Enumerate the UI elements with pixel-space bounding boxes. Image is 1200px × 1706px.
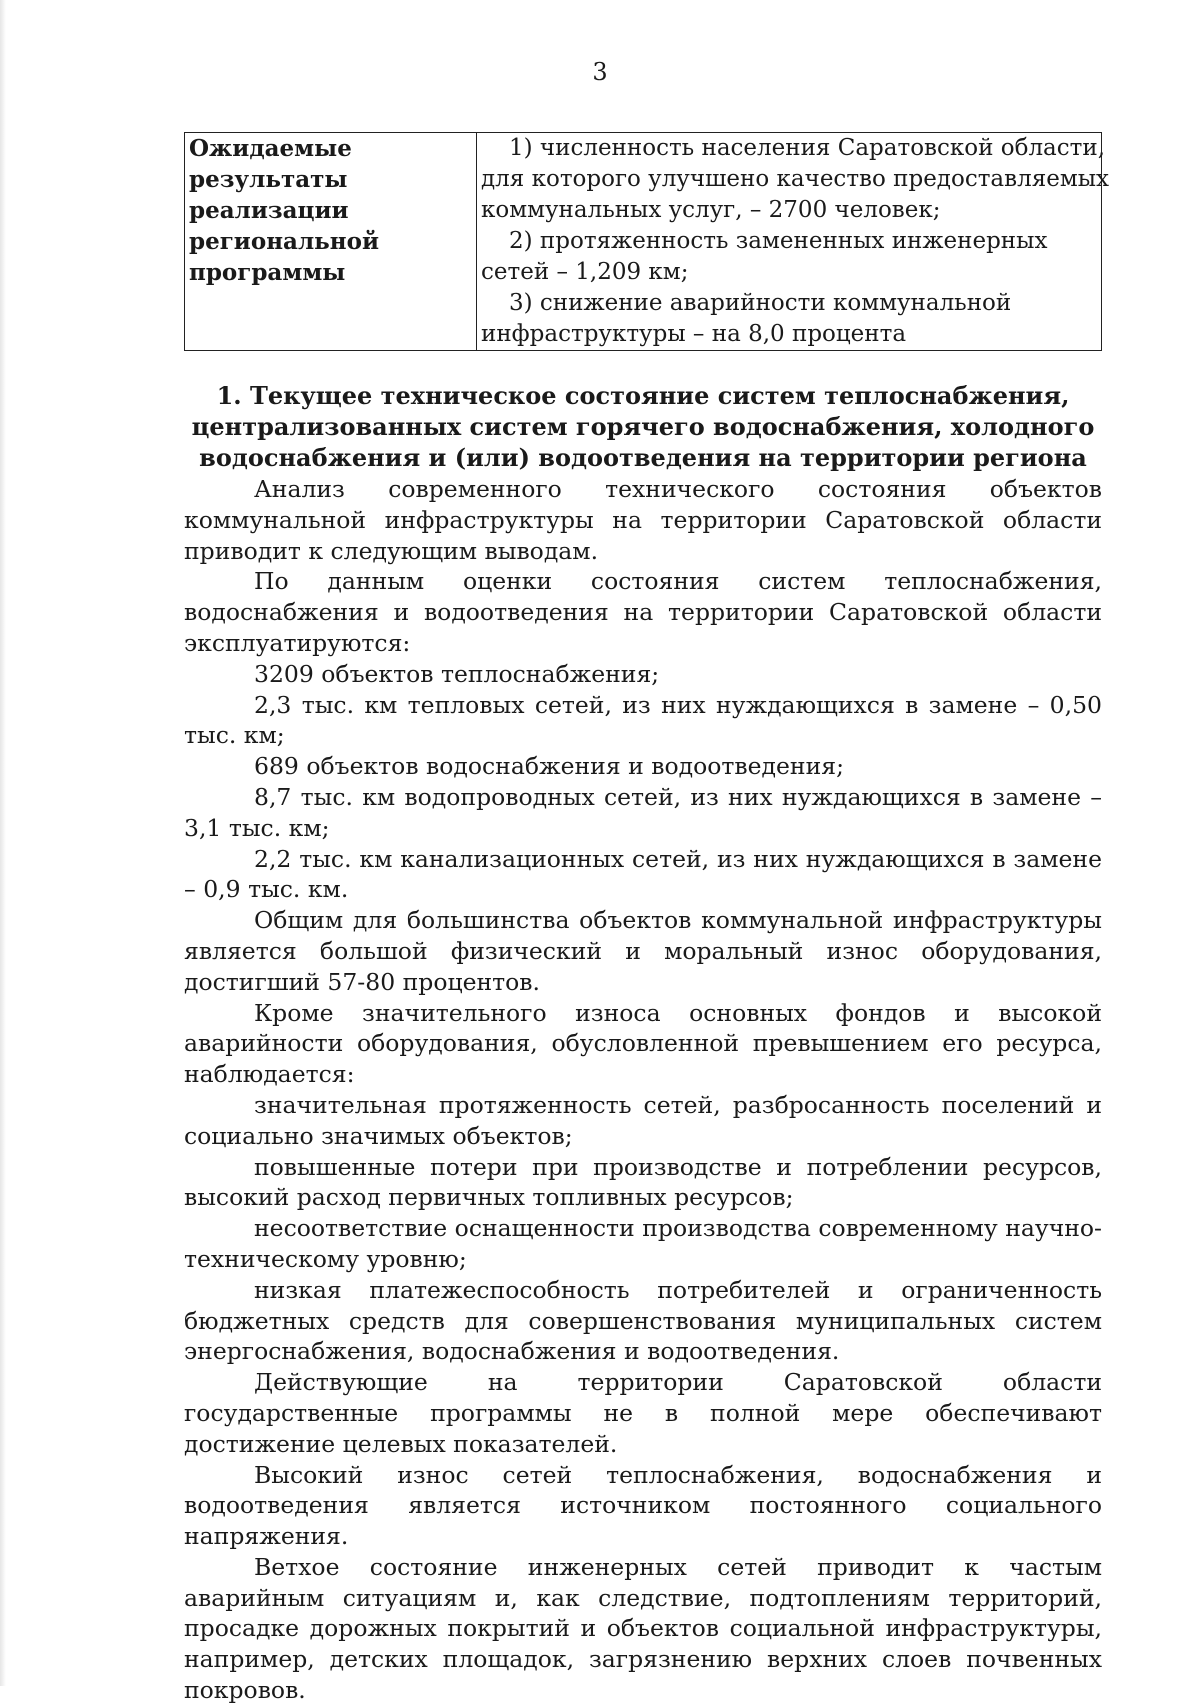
- section-body: [184, 474, 1102, 1706]
- paragraph: низкая платежеспособность потребителей и ограниченность бюджетных средств для совершенствования муниципальных систем энергоснабжения, водоснабжения и водоотведения.: [184, 1275, 1102, 1366]
- paragraph: Действующие на территории Саратовской области государственные программы не в полной мере обеспечивают достижение целевых показателей.: [184, 1368, 1102, 1458]
- value-line: сетей – 1,209 км;: [481, 259, 689, 285]
- label-line: реализации: [189, 197, 349, 224]
- title-line: централизованных систем горячего водоснабжения, холодного: [191, 412, 1095, 441]
- label-line: Ожидаемые: [189, 135, 352, 162]
- paragraph: 3209 объектов теплоснабжения;: [254, 659, 660, 688]
- paragraph: повышенные потери при производстве и потреблении ресурсов, высокий расход первичных топливных ресурсов;: [184, 1152, 1102, 1212]
- paragraph: 689 объектов водоснабжения и водоотведения;: [254, 752, 845, 781]
- paragraph: 8,7 тыс. км водопроводных сетей, из них нуждающихся в замене – 3,1 тыс. км;: [184, 782, 1102, 842]
- value-line: 2) протяженность замененных инженерных: [509, 228, 1048, 254]
- title-line: 1. Текущее техническое состояние систем теплоснабжения,: [216, 381, 1070, 410]
- expected-results-table: [184, 132, 1109, 351]
- paragraph: несоответствие оснащенности производства современному научно-техническому уровню;: [184, 1214, 1102, 1273]
- label-line: результаты: [189, 166, 348, 193]
- paragraph: Анализ современного технического состояния объектов коммунальной инфраструктуры на территории Саратовской области приводит к следующим выводам.: [184, 475, 1102, 565]
- paragraph: По данным оценки состояния систем теплоснабжения, водоснабжения и водоотведения на территории Саратовской области эксплуатируются:: [184, 567, 1102, 657]
- value-line: коммунальных услуг, – 2700 человек;: [481, 197, 941, 223]
- paragraph: 2,3 тыс. км тепловых сетей, из них нуждающихся в замене – 0,50 тыс. км;: [184, 690, 1102, 750]
- section-title: [184, 380, 1102, 473]
- paragraph: значительная протяженность сетей, разбросанность поселений и социально значимых объектов;: [184, 1090, 1102, 1150]
- paragraph: Общим для большинства объектов коммунальной инфраструктуры является большой физический и моральный износ оборудования, достигший 57-80 процентов.: [184, 906, 1102, 996]
- label-line: региональной: [189, 228, 380, 255]
- paragraph: 2,2 тыс. км канализационных сетей, из них нуждающихся в замене – 0,9 тыс. км.: [184, 844, 1102, 904]
- value-line: для которого улучшено качество предоставляемых: [481, 166, 1109, 192]
- paragraph: Высокий износ сетей теплоснабжения, водоснабжения и водоотведения является источником постоянного социального напряжения.: [184, 1460, 1102, 1551]
- table-value-cell: [477, 133, 1109, 351]
- table-row: [185, 133, 1102, 351]
- paragraph: Кроме значительного износа основных фондов и высокой аварийности оборудования, обусловленной превышением его ресурса, наблюдается:: [184, 998, 1102, 1089]
- value-line: 3) снижение аварийности коммунальной: [509, 290, 1012, 316]
- label-line: программы: [189, 259, 346, 286]
- scan-edge: [0, 0, 6, 1686]
- value-line: 1) численность населения Саратовской области,: [509, 135, 1106, 161]
- title-line: водоснабжения и (или) водоотведения на территории региона: [199, 443, 1087, 472]
- value-line: инфраструктуры – на 8,0 процента: [481, 321, 907, 347]
- table-label-cell: [185, 133, 477, 351]
- paragraph: Ветхое состояние инженерных сетей приводит к частым аварийным ситуациям и, как следствие, подтоплениям территорий, просадке дорожных покрытий и объектов социальной инфраструктуры, например, детских площадок, загрязнению верхних слоев почвенных покровов.: [184, 1552, 1102, 1705]
- page-number: 3: [592, 58, 608, 86]
